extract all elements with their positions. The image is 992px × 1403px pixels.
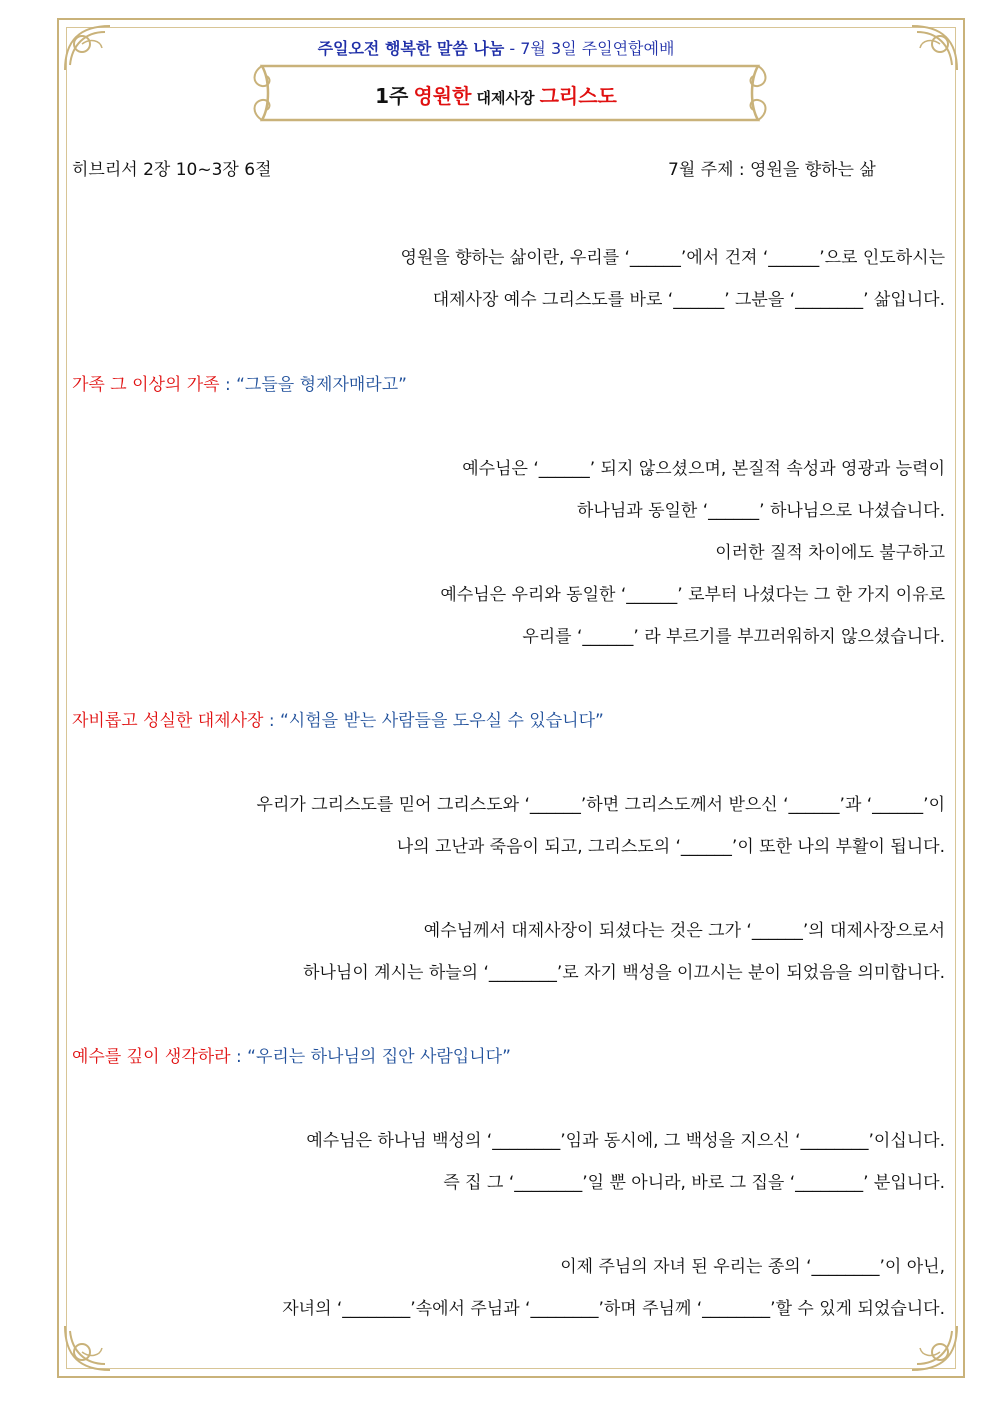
body-line: 하나님과 동일한 ‘______’ 하나님으로 나셨습니다. [576,501,945,521]
header-line [0,36,992,59]
header-separator: - [504,39,521,58]
page-title [0,80,992,109]
section2-heading: 자비롭고 성실한 대제사장 [72,711,264,731]
body-line: 우리가 그리스도를 믿어 그리스도와 ‘______’하면 그리스도께서 받으신 ‘______’과 ‘______’이 [256,795,945,815]
sermon-series: 주일오전 행복한 말씀 나눔 [317,39,505,58]
corner-flourish-icon [892,1321,962,1376]
body-line: 예수님은 ‘______’ 되지 않으셨으며, 본질적 속성과 영광과 능력이 [462,459,945,479]
section2-subtitle: : “시험을 받는 사람들을 도우실 수 있습니다” [263,711,604,731]
title-part1: 영원한 [413,84,472,108]
section3-subtitle: : “우리는 하나님의 집안 사람입니다” [230,1047,511,1067]
body-line: 하나님이 계시는 하늘의 ‘________’로 자기 백성을 이끄시는 분이 되었음을 의미합니다. [303,963,945,983]
title-week: 1주 [375,84,409,108]
body-line: 이제 주님의 자녀 된 우리는 종의 ‘________’이 아닌, [560,1257,945,1277]
section-heading [72,370,407,395]
intro-line: 대제사장 예수 그리스도를 바로 ‘______’ 그분을 ‘________’ 삶입니다. [432,290,945,310]
body-line: 예수님은 우리와 동일한 ‘______’ 로부터 나셨다는 그 한 가지 이유로 [440,585,945,605]
section1-heading: 가족 그 이상의 가족 [72,375,220,395]
body-line: 예수님께서 대제사장이 되셨다는 것은 그가 ‘______’의 대제사장으로서 [423,921,945,941]
monthly-theme: 7월 주제 : 영원을 향하는 삶 [668,160,876,180]
body-line: 이러한 질적 차이에도 불구하고 [715,543,945,563]
body-line: 나의 고난과 죽음이 되고, 그리스도의 ‘______’이 또한 나의 부활이 됩니다. [396,837,945,857]
body-line: 즉 집 그 ‘________’일 뿐 아니라, 바로 그 집을 ‘________’ 분입니다. [443,1173,945,1193]
service-date: 7월 3일 주일연합예배 [520,39,675,58]
body-line: 자녀의 ‘________’속에서 주님과 ‘________’하며 주님께 ‘________’할 수 있게 되었습니다. [282,1299,945,1319]
body-line: 우리를 ‘______’ 라 부르기를 부끄러워하지 않으셨습니다. [522,627,945,647]
section-heading [72,1042,511,1067]
scripture-reference: 히브리서 2장 10~3장 6절 [72,160,272,180]
corner-flourish-icon [60,1321,130,1376]
title-part2: 대제사장 [476,89,535,107]
intro-line: 영원을 향하는 삶이란, 우리를 ‘______’에서 건져 ‘______’으로 인도하시는 [400,248,945,268]
title-part3: 그리스도 [539,84,617,108]
section3-heading: 예수를 깊이 생각하라 [72,1047,231,1067]
section-heading [72,706,604,731]
section1-subtitle: : “그들을 형제자매라고” [219,375,407,395]
body-line: 예수님은 하나님 백성의 ‘________’임과 동시에, 그 백성을 지으신 ‘________’이십니다. [306,1131,945,1151]
